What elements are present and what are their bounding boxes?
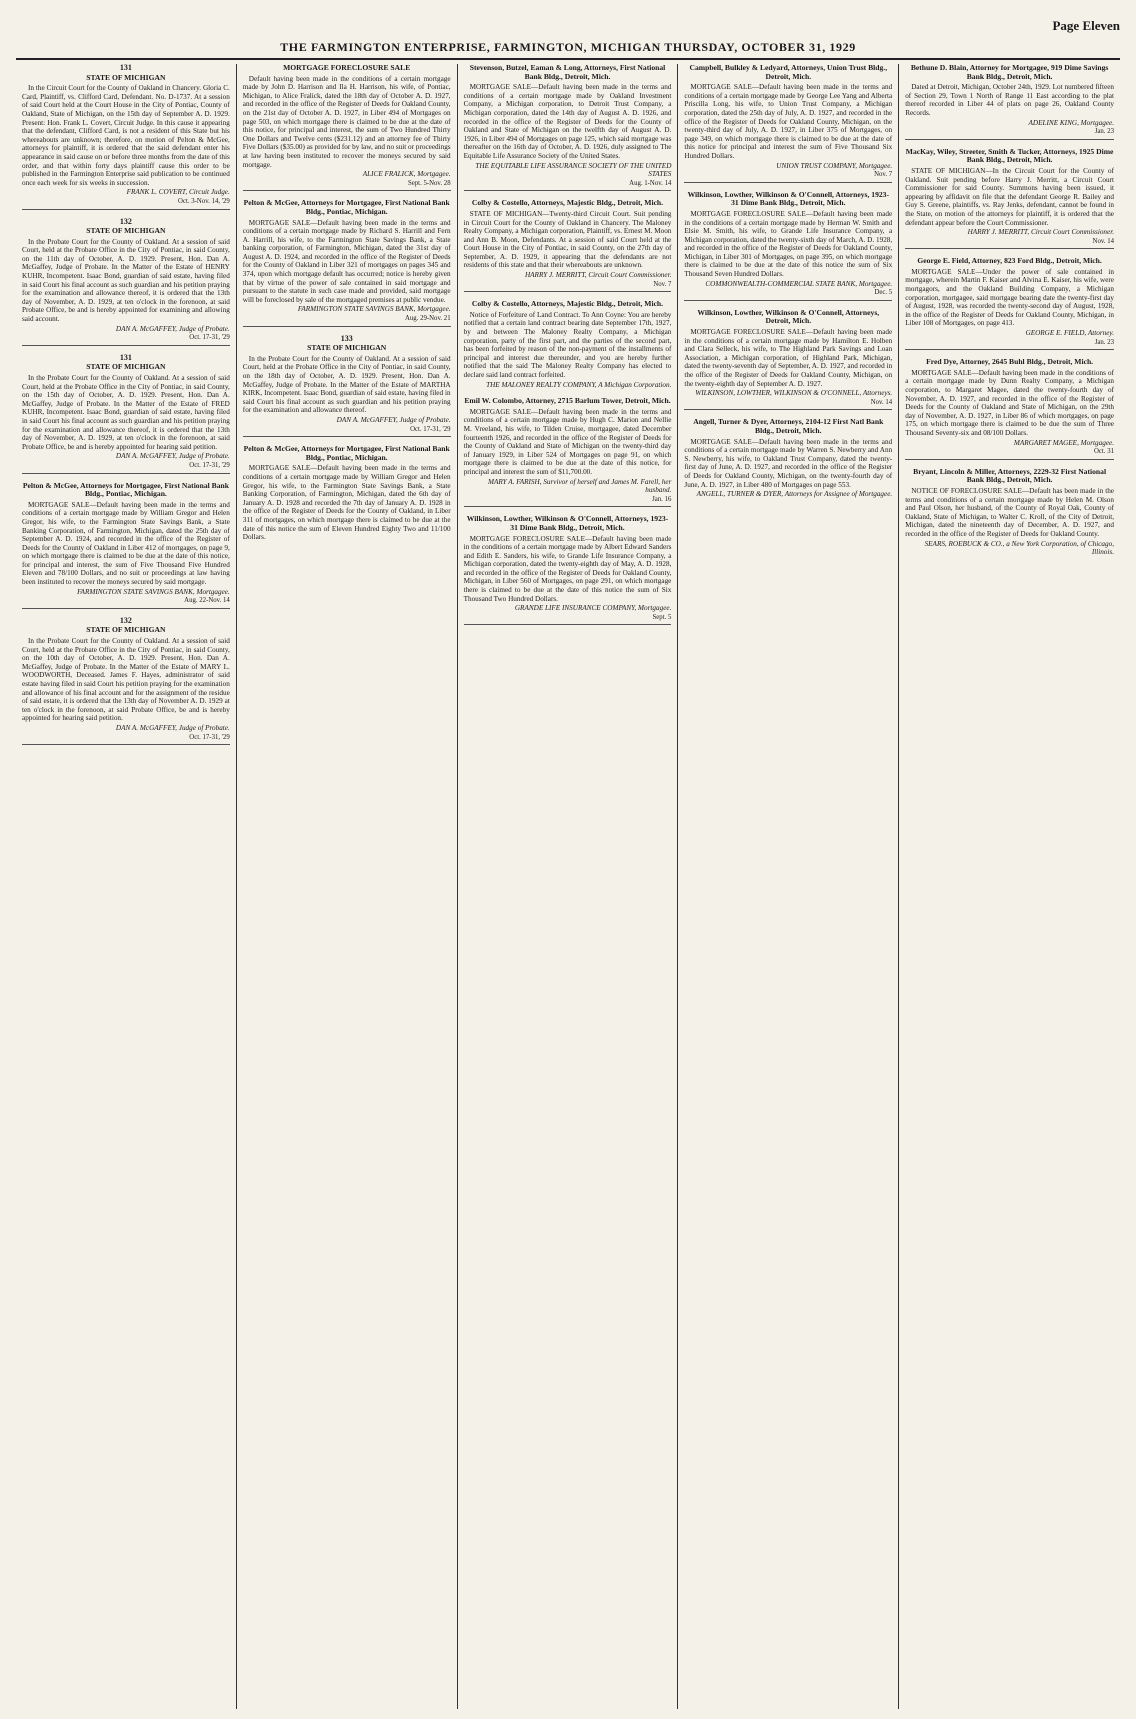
- notice-signature: DAN A. McGAFFEY, Judge of Probate.: [115, 324, 230, 333]
- notice-date: Aug. 29-Nov. 21: [243, 315, 451, 327]
- notice-date: Jan. 23: [905, 128, 1114, 140]
- notice-heading: Pelton & McGee, Attorneys for Mortgagee, First National Bank Bldg., Pontiac, Michigan.: [22, 480, 229, 499]
- notice-body: MORTGAGE SALE—Default having been made in the terms and conditions of a certain mortgage made by William Gregor and Helen Gregor, his wife, to the Farmington State Savings Bank, a State Banking Corporation, of Farmington, Michigan, dated the 25th day of September A. D. 1924, and recorded in the office of the Register of Deeds for the County of Oakland in Liber 412 of mortgages, on page 9, on which mortgage there is claimed to be due at the date of this notice, for principal and interest, the sum of Five Thousand Five Hundred Eleven and 78/100 Dollars, and no suit or proceedings at law having been instituted to recover the moneys secured by said mortgage.: [22, 500, 230, 587]
- notice-body: NOTICE OF FORECLOSURE SALE—Default has been made in the terms and conditions of a certain mortgage made by Helen M. Olson and Paul Olson, her husband, of the County of Royal Oak, County of Oakland, State of Michigan, to Walter C. Kroll, of the City of Detroit, Michigan, dated the nineteenth day of December, A. D. 1927, and recorded in the office of the Register of Deeds for Oakland County.: [905, 486, 1114, 538]
- notice-signature: FARMINGTON STATE SAVINGS BANK, Mortgagee.: [77, 587, 230, 596]
- notice-body: MORTGAGE SALE—Default having been made in the terms and conditions of a certain mortgage made by Richard S. Harrill and Fern A. Harrill, his wife, to the Farmington State Savings Bank, a State banking corporation, of Farmington, Michigan, dated the 31st day of August A. D. 1924, and recorded in the office of the Register of Deeds for the County of Oakland in Liber 321 of mortgages on pages 345 and 374, upon which mortgage default has occurred; notice is hereby given that by virtue of the power of sale contained in said mortgage and pursuant to the statute in such case made and provided, said mortgage will be foreclosed by sale of the mortgaged premises at public vendue.: [242, 218, 451, 304]
- notice-signature: ADELINE KING, Mortgagee.: [1028, 118, 1114, 127]
- notice-heading: Pelton & McGee, Attorneys for Mortgagee, First National Bank Bldg., Pontiac, Michigan.: [243, 444, 450, 462]
- notice-signature: DAN A. McGAFFEY, Judge of Probate.: [336, 415, 451, 424]
- notice-body: MORTGAGE SALE—Default having been made in the conditions of a certain mortgage made by Dunn Realty Company, a Michigan corporation, to Margaret Magee, dated the twenty-fourth day of November, A. D. 1927, and recorded in the office of the Register of Deeds for the County of Oakland and State of Michigan, on the 29th day of November, A. D. 1927, in Liber 86 of which mortgages, on page 175, on which mortgage there is claimed to be due the sum of Three Thousand Seventy-six and 08/100 Dollars.: [905, 368, 1114, 437]
- notice-number: 131: [119, 352, 132, 362]
- notice-heading: Angell, Turner & Dyer, Attorneys, 2104-12 First Natl Bank Bldg., Detroit, Mich.: [693, 417, 884, 435]
- notice-signature: ANGELL, TURNER & DYER, Attorneys for Assignee of Mortgagee.: [696, 490, 893, 499]
- notice-signature: COMMONWEALTH-COMMERCIAL STATE BANK, Mortgagee.: [705, 279, 893, 288]
- notice-number: 132: [119, 216, 132, 226]
- notice-date: Oct. 3-Nov. 14, '29: [22, 198, 230, 210]
- notice-date: Nov. 14: [684, 399, 892, 411]
- notice-signature: ALICE FRALICK, Mortgagee.: [362, 170, 451, 179]
- masthead-title: THE FARMINGTON ENTERPRISE, FARMINGTON, MICHIGAN THURSDAY, OCTOBER 31, 1929: [280, 40, 856, 54]
- notice-date: Nov. 7: [464, 281, 672, 293]
- legal-notice: [22, 354, 230, 474]
- notice-body: MORTGAGE FORECLOSURE SALE—Default having been made in the conditions of a certain mortgage made by Herman W. Smith and Elsie M. Smith, his wife, to Grande Life Insurance Company, a Michigan corporation, dated the twenty-sixth day of March, A. D. 1928, and recorded in the office of the Register of Deeds for Oakland County, Michigan, in Liber 301 of Mortgages, on page 395, on which mortgage there is claimed to be due at the date of this notice the sum of Six Thousand Seven Hundred Dollars.: [684, 209, 893, 279]
- notice-heading: Campbell, Bulkley & Ledyard, Attorneys, Union Trust Bldg., Detroit, Mich.: [689, 64, 888, 81]
- notice-heading: Stevenson, Butzel, Eaman & Long, Attorneys, First National Bank Bldg., Detroit, Mich.: [469, 64, 666, 81]
- legal-notice: [684, 309, 892, 411]
- notice-body: Dated at Detroit, Michigan, October 24th, 1929. Lot numbered fifteen of Section 29, Town 1 North of Range 11 East according to the plat thereof recorded in Liber 44 of plats on page 26, Oakland County Records.: [905, 83, 1114, 117]
- column-4: [678, 64, 899, 1709]
- notice-signature: THE EQUITABLE LIFE ASSURANCE SOCIETY OF THE UNITED STATES: [475, 161, 672, 179]
- notice-body: MORTGAGE SALE—Default having been made in the terms and conditions of a certain mortgage made by William Gregor and Helen Gregor, his wife, to the Farmington State Savings Bank, a State Banking Corporation, of Farmington, Michigan, dated the 6th day of January A. D. 1928 and recorded the 7th day of January A. D. 1928 in the office of the Register of Deeds for the County of Oakland, in Liber 311 of mortgages, on which mortgage there is claimed to be due at the date of this notice the sum of Eleven Hundred Eighty Two and 11/100 Dollars.: [242, 464, 451, 542]
- notice-body: Notice of Forfeiture of Land Contract. To Ann Coyne: You are hereby notified that a certain land contract bearing date September 17th, 1927, by and between The Maloney Realty Company, a Michigan corporation, party of the first part, and the parties of the second part, has been forfeited by reason of the non-payment of the installments of principal and interest due thereunder, and you are hereby further notified that the said The Maloney Realty Company has elected to declare said land contract forfeited.: [463, 310, 672, 379]
- notice-signature: FARMINGTON STATE SAVINGS BANK, Mortgagee.: [297, 305, 451, 314]
- notice-signature: GRANDE LIFE INSURANCE COMPANY, Mortgagee.: [514, 604, 672, 613]
- notice-body: MORTGAGE FORECLOSURE SALE—Default having been made in the conditions of a certain mortgage made by Albert Edward Sanders and Edith E. Sanders, his wife, to Grande Life Insurance Company, a Michigan corporation, dated the twenty-eighth day of May, A. D. 1928, and recorded in the office of the Register of Deeds for Oakland County, Michigan, in Liber 560 of Mortgages, on page 291, on which mortgage there is claimed to be due at the date of this notice the sum of Six Thousand Two Hundred Dollars.: [463, 534, 672, 603]
- notice-body: In the Probate Court for the County of Oakland. At a session of said Court, held at the Probate Office in the City of Pontiac, in said County, on the 15th day of October, A. D. 1929. Present, Hon. Dan A. McGaffey, Judge of Probate. In the Matter of the Estate of FRED KUHR, Incompetent. Isaac Bond, guardian of said estate, having filed in said Court his final account as such guardian and his petition praying for the examination and allowance thereof, it is ordered that the 13th day of November, A. D. 1929, at ten o'clock in the forenoon, at said Probate Office, be and is hereby appointed for hearing said petition.: [22, 374, 230, 451]
- notice-signature: MARGARET MAGEE, Mortgagee.: [1013, 438, 1114, 447]
- legal-notice: [905, 468, 1114, 557]
- notice-signature: WILKINSON, LOWTHER, WILKINSON & O'CONNELL, Attorneys.: [695, 389, 893, 398]
- notice-heading: STATE OF MICHIGAN: [307, 343, 387, 353]
- notice-body: In the Circuit Court for the County of Oakland in Chancery. Gloria C. Card, Plaintiff, vs. Clifford Card, Defendant. No. D-1737. At a session of said Court held at the Court House in the City of Pontiac, County of Oakland, State of Michigan, on the 15th day of September A. D. 1929. Present: Hon. Frank L. Covert, Circuit Judge. In this cause it appearing that the defendant, Clifford Card, is not a resident of this State but his whereabouts are unknown; therefore, on motion of Pelton & McGee, attorneys for plaintiff, it is ordered that the said defendant enter his appearance in said cause on or before three months from the date of this order, and that within forty days plaintiff cause this order to be published in the Farmington Enterprise said publication to be continued once each week for six weeks in succession.: [22, 84, 230, 187]
- notice-number: 131: [119, 64, 132, 72]
- notice-body: MORTGAGE SALE—Default having been made in the terms and conditions of a certain mortgage made by Oakland Investment Company, a Michigan corporation, to Detroit Trust Company, a Michigan corporation, dated the 14th day of August A. D. 1926, and recorded in the office of the Register of Deeds for the County of Oakland and State of Michigan on the twelfth day of August A. D. 1926, in Liber 494 of Mortgages on page 125, which said mortgage was thereafter on the 16th day of October, A. D. 1926, duly assigned to The Equitable Life Assurance Society of the United States.: [463, 83, 672, 160]
- notice-heading: Colby & Costello, Attorneys, Majestic Bldg., Detroit, Mich.: [471, 198, 664, 208]
- notice-date: Sept. 5-Nov. 28: [243, 180, 451, 192]
- notice-number: 133: [340, 333, 353, 343]
- notice-date: Jan. 23: [905, 339, 1114, 351]
- column-2: [237, 64, 458, 1709]
- notice-signature: THE MALONEY REALTY COMPANY, A Michigan Corporation.: [486, 380, 672, 389]
- notice-date: Nov. 14: [905, 238, 1114, 250]
- notice-signature: MARY A. FARISH, Survivor of herself and James M. Farell, her husband.: [488, 477, 672, 495]
- notice-date: Oct. 17-31, '29: [243, 426, 451, 438]
- notice-date: Aug. 22-Nov. 14: [22, 597, 230, 609]
- legal-notice: [22, 218, 230, 346]
- notice-heading: STATE OF MICHIGAN: [86, 72, 166, 82]
- legal-notice: [684, 418, 892, 498]
- notice-heading: MORTGAGE FORECLOSURE SALE: [283, 64, 411, 72]
- notice-heading: George E. Field, Attorney, 823 Ford Bldg., Detroit, Mich.: [917, 256, 1102, 266]
- legal-notice: [243, 64, 451, 191]
- column-5: [899, 64, 1120, 1709]
- notice-date: Nov. 7: [684, 171, 892, 183]
- notice-heading: Wilkinson, Lowther, Wilkinson & O'Connell, Attorneys, 1923-31 Dime Bank Bldg., Detroit, Mich.: [466, 514, 669, 532]
- notice-heading: Colby & Costello, Attorneys, Majestic Bldg., Detroit, Mich.: [471, 299, 664, 309]
- legal-notice: [905, 257, 1114, 350]
- legal-notice: [905, 64, 1114, 140]
- column-1: [16, 64, 237, 1709]
- notice-body: MORTGAGE SALE—Default having been made in the terms and conditions of a certain mortgage made by Hugh C. Marion and Nellie M. Vreeland, his wife, to Tilden Cruise, mortgagee, dated December fourteenth 1926, and recorded in the office of the Register of Deeds for the County of Oakland and State of Michigan on the twenty-third day of January 1929, in Liber 524 of Mortgages on page 91, on which mortgage there is claimed to be due at the date of this notice, for principal and interest the sum of $11,700.00.: [463, 407, 672, 476]
- notice-signature: FRANK L. COVERT, Circuit Judge.: [126, 188, 230, 197]
- notice-heading: Bryant, Lincoln & Miller, Attorneys, 2229-32 First National Bank Bldg., Detroit, Mich.: [913, 466, 1107, 485]
- notice-heading: STATE OF MICHIGAN: [86, 625, 166, 635]
- notice-heading: Wilkinson, Lowther, Wilkinson & O'Connell, Attorneys, Detroit, Mich.: [697, 307, 880, 326]
- notice-body: In the Probate Court for the County of Oakland. At a session of said Court, held at the Probate Office in the City of Pontiac, in said County, on the 18th day of October, A. D. 1929. Present, Hon. Dan A. McGaffey, Judge of Probate. In the Matter of the Estate of MARTHA KIRK, Incompetent. Isaac Bond, guardian of said estate, having filed in said Court his final account as such guardian and his petition praying for the examination and allowance thereof.: [242, 354, 451, 415]
- notice-heading: MacKay, Wiley, Streeter, Smith & Tucker, Attorneys, 1925 Dime Bank Bldg., Detroit, Mich.: [905, 146, 1114, 165]
- notice-date: Jan. 16: [464, 496, 672, 508]
- notice-heading: Wilkinson, Lowther, Wilkinson & O'Connell, Attorneys, 1923-31 Dime Bank Bldg., Detroit, Mich.: [687, 189, 889, 208]
- notice-body: MORTGAGE SALE—Default having been made in the terms and conditions of a certain mortgage made by Warren S. Newberry and Ann S. Newberry, his wife, to Oakland Trust Company, dated the twenty-first day of June, A. D. 1927, and recorded in the office of the Register of Deeds for Oakland County, Michigan, on the twenty-fourth day of June, A. D. 1927, in Liber 480 of Mortgages on page 553.: [684, 437, 893, 489]
- notice-date: Oct. 17-31, '29: [22, 734, 230, 746]
- legal-notice: [464, 300, 672, 389]
- legal-notice: [22, 64, 230, 210]
- notice-date: Dec. 5: [684, 289, 892, 301]
- legal-notice: [243, 199, 451, 326]
- legal-notice: [464, 64, 672, 191]
- notice-body: MORTGAGE FORECLOSURE SALE—Default having been made in the conditions of a certain mortgage made by Hamilton E. Holben and Clara Selleck, his wife, to The Highland Park Savings and Loan Association, a Michigan corporation, of Highland Park, Michigan, dated the twenty-seventh day of September, A. D. 1927, and recorded in the office of the Register of Deeds for Oakland County, Michigan, on the twenty-eighth day of September A. D. 1927.: [684, 328, 893, 388]
- notice-heading: STATE OF MICHIGAN: [86, 362, 166, 372]
- legal-notice: [243, 445, 451, 542]
- notice-number: 132: [119, 615, 132, 625]
- notice-heading: Pelton & McGee, Attorneys for Mortgagee, First National Bank Bldg., Pontiac, Michigan.: [243, 198, 450, 216]
- notice-date: Oct. 17-31, '29: [22, 462, 230, 474]
- notice-body: In the Probate Court for the County of Oakland. At a session of said Court, held at the Probate Office in the City of Pontiac, in said County, on the 10th day of October, A. D. 1929. Present, Hon. Dan A. McGaffey, Judge of Probate. In the Matter of the Estate of MARY L. WOODWORTH, Deceased. James F. Hayes, administrator of said estate having filed in said Court his petition praying for the examination and allowance of his final account and for the assignment of the residue of said estate, it is ordered that the 13th day of November A. D. 1929 at ten o'clock in the forenoon, at said Probate Office, be and is hereby appointed for hearing said petition.: [22, 637, 230, 723]
- columns: [16, 64, 1120, 1709]
- notice-date: Oct. 31: [905, 448, 1114, 460]
- notice-signature: DAN A. McGAFFEY, Judge of Probate.: [115, 723, 230, 732]
- legal-notice: [22, 482, 230, 609]
- notice-signature: HARRY J. MERRITT, Circuit Court Commissioner.: [967, 228, 1114, 237]
- page-number: Page Eleven: [1052, 18, 1120, 33]
- notice-heading: STATE OF MICHIGAN: [86, 226, 166, 236]
- column-3: [458, 64, 679, 1709]
- notice-signature: HARRY J. MERRITT, Circuit Court Commissioner.: [524, 271, 672, 280]
- legal-notice: [905, 358, 1114, 460]
- notice-heading: Emil W. Colombo, Attorney, 2715 Barlum Tower, Detroit, Mich.: [464, 396, 671, 406]
- notice-body: STATE OF MICHIGAN—In the Circuit Court for the County of Oakland. Suit pending before Harry J. Merritt, a Circuit Court Commissioner for said County. Summons having been issued, it appearing by affidavit on file that the defendant George R. Bailey and Guy S. Greene, plaintiffs, vs. Ray Jenks, defendant, cannot be found in the State, on motion of the attorneys for plaintiff, it is ordered that the defendant appear before the Court Commissioner.: [905, 166, 1114, 227]
- notice-signature: SEARS, ROEBUCK & CO., a New York Corporation, of Chicago, Illinois.: [924, 539, 1114, 557]
- notice-heading: Bethune D. Blain, Attorney for Mortgagee, 919 Dime Savings Bank Bldg., Detroit, Mich.: [910, 64, 1109, 81]
- legal-notice: [22, 617, 230, 745]
- notice-body: MORTGAGE SALE—Default having been made in the terms and conditions of a certain mortgage made by George Lee Yang and Alberta Priscilla Long, his wife, to Union Trust Company, a Michigan corporation, dated the 25th day of July, A. D. 1927, and recorded in the office of the Register of Deeds for Oakland County, Michigan, on the twenty-third day of July, A. D. 1927, in Liber 375 of Mortgages, on page 349, on which mortgage there is claimed to be due at the date of this notice for principal and interest the sum of Five Thousand Six Hundred Dollars.: [684, 83, 893, 160]
- notice-signature: DAN A. McGAFFEY, Judge of Probate.: [115, 452, 230, 461]
- legal-notice: [464, 515, 672, 625]
- legal-notice: [464, 397, 672, 507]
- notice-body: STATE OF MICHIGAN—Twenty-third Circuit Court. Suit pending in Circuit Court for the County of Oakland in Chancery. The Maloney Realty Company, a Michigan corporation, Plaintiff, vs. Ernest M. Moon and Ann B. Moon, Defendants. At a session of said Court held at the Court House in the City of Pontiac, in said County, on the 27th day of September, A. D. 1929, it appearing that the defendants are not residents of this state and that their whereabouts are unknown.: [463, 209, 672, 270]
- notice-body: Default having been made in the conditions of a certain mortgage made by John D. Harrison and Ila H. Harrison, his wife, of Pontiac, Michigan, to Alice Fralick, dated the 18th day of October A. D. 1927, and recorded in the office of the Register of Deeds for Oakland County, on the 21st day of October A. D. 1927, in Liber 494 of Mortgages on page 503, on which mortgage there is claimed to be due at the date of this notice, for principal and interest, the sum of Two Hundred Thirty One Dollars and Twelve cents ($231.12) and an attorney fee of Thirty Five Dollars ($35.00) as provided for by law, and no suit or proceedings at law having been instituted to recover the moneys secured by said mortgage.: [242, 74, 451, 169]
- notice-date: Aug. 1-Nov. 14: [464, 180, 672, 192]
- legal-notice: [243, 335, 451, 438]
- legal-notice: [905, 148, 1114, 250]
- notice-signature: GEORGE E. FIELD, Attorney.: [1025, 329, 1114, 338]
- notice-date: Oct. 17-31, '29: [22, 334, 230, 346]
- legal-notice: [684, 191, 892, 301]
- masthead: [16, 18, 1120, 60]
- notice-body: In the Probate Court for the County of Oakland. At a session of said Court, held at the Probate Office in the City of Pontiac, in said County, on the 11th day of October, A. D. 1929. Present, Hon. Dan A. McGaffey, Judge of Probate. In the Matter of the Estate of HENRY KUHR, Incompetent. Isaac Bond, guardian of said estate, having filed in said Court his final account as such guardian and his petition praying for the examination and allowance thereof, it is ordered that the 13th day of November, A. D. 1929, at ten o'clock in the forenoon, at said Probate Office, be and is hereby appointed for examining and allowing said account.: [22, 237, 230, 324]
- notice-signature: UNION TRUST COMPANY, Mortgagee.: [776, 161, 893, 170]
- notice-heading: Fred Dye, Attorney, 2645 Buhl Bldg., Detroit, Mich.: [926, 357, 1094, 367]
- legal-notice: [464, 199, 672, 292]
- notice-date: Sept. 5: [464, 614, 672, 626]
- legal-notice: [684, 64, 892, 183]
- notice-body: MORTGAGE SALE—Under the power of sale contained in mortgage, wherein Martin F. Kaiser and Alvina E. Kaiser, his wife, were mortgagors, and the Oakland Building Company, a Michigan corporation, mortgagee, said mortgage bearing date the twenty-first day of August, 1928, was recorded the twenty-second day of August, 1928, in the office of the Register of Deeds for Oakland County, Michigan, in Liber 108 of Mortgages, on page 413.: [905, 267, 1114, 328]
